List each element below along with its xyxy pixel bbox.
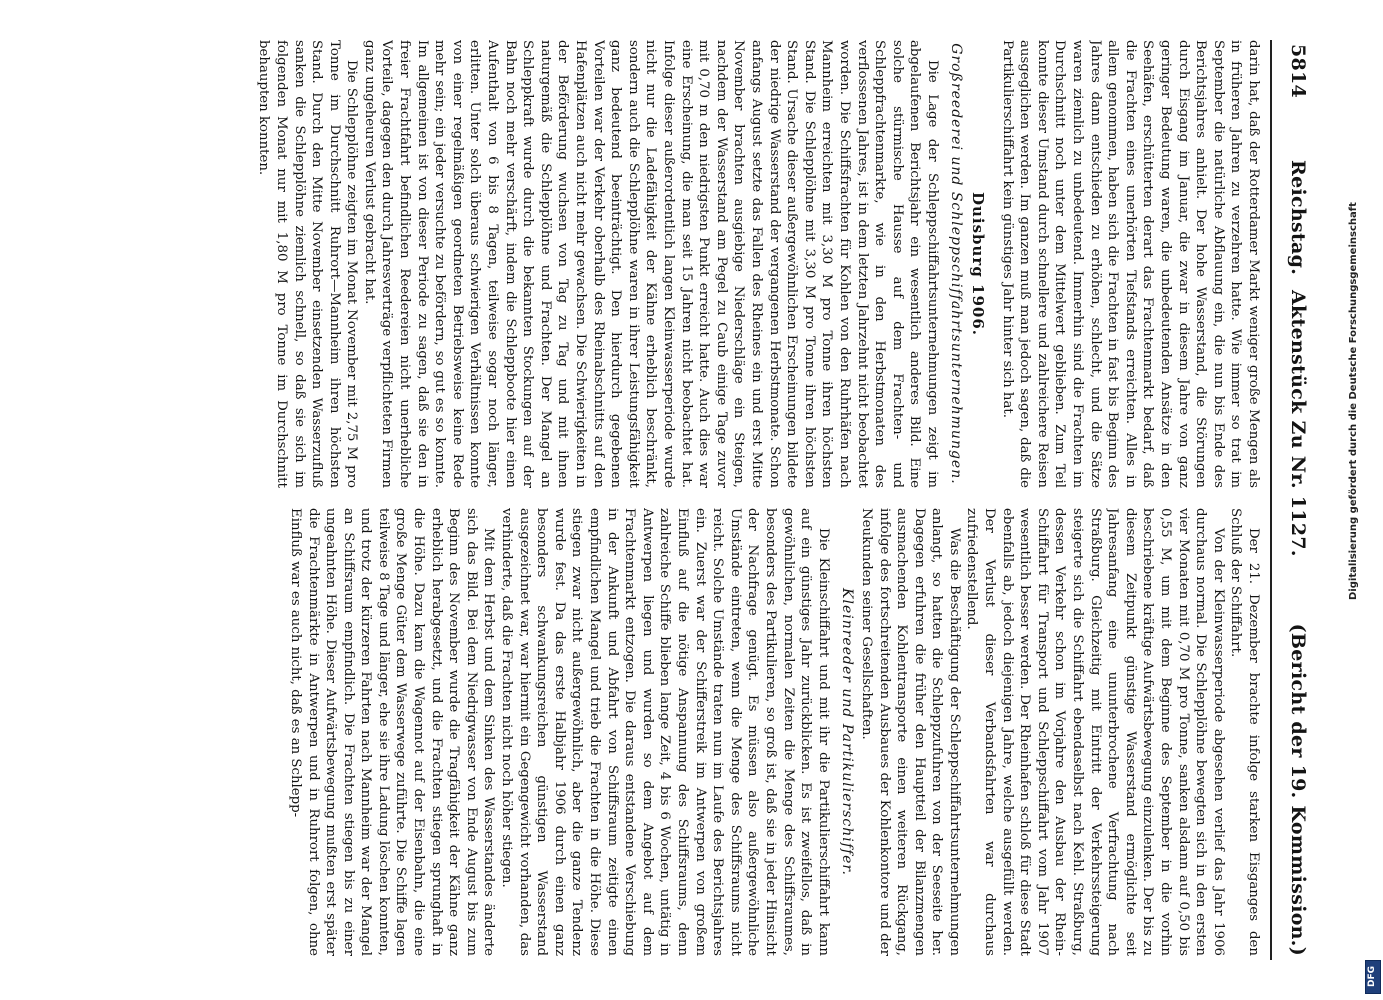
paragraph: Die Lage der Schleppschiffahrtsunternehmungen zeigt im abgelaufenen Berichtsjahr ein wesentlich anderes Bild. Eine solche stürmische Hausse auf dem Frachten- und Schleppfrachtenmarkte, wie in den Herbstmonaten des verflossenen Jahres, ist in dem letzten Jahrzehnt nicht beobachtet worden. Die Schiffsfrachten für Kohlen von den Ruhrhäfen nach Mannheim erreichten mit 3,30 M pro Tonne ihren höchsten Stand. Die Schlepplöhne mit 3,30 M pro Tonne ihren höchsten Stand. Ursache dieser außergewöhnlichen Erscheinungen bildete der niedrige Wasserstand der vergangenen Herbstmonate. Schon anfangs August setzte das Fallen des Rheines ein und erst Mitte November brachten ausgiebige Niederschläge ein Steigen, nachdem der Wasserstand am Pegel zu Caub einige Tage zuvor mit 0,70 m den niedrigsten Punkt erreicht hatte. Auch dies war eine Erscheinung, die man seit 15 Jahren nicht beobachtet hat. Infolge dieser außerordentlich langen Kleinwasserperiode wurde nicht nur die Ladefähigkeit der Kähne erheblich beschränkt, sondern auch die Schlepplöhne waren in ihrer Leistungsfähigkeit ganz bedeutend beeinträchtigt. Den hierdurch gegebenen Vorteilen war der Verkehr oberhalb des Rheinabschnitts auf den Hafenplätzen auch nicht mehr gewachsen. Die Schwierigkeiten in der Beförderung wuchsen von Tag zu Tag und mit ihnen naturgemäß die Schlepplöhne und Frachten. Der Mangel an Schleppkraft wurde durch die bekannten Stockungen auf der Bahn noch mehr verschärft, indem die Schleppboote hier einen Aufenthalt von 6 bis 8 Tagen, teilweise sogar noch länger, erlitten. Unter solch überaus schwierigen Verhältnissen konnte von einer regelmäßigen geordneten Betriebsweise keine Rede mehr sein; ein jeder versuchte zu befördern, so gut es so konnte. Im allgemeinen ist von dieser Periode zu sagen, daß sie den in freier Frachtfahrt befindlichen Reedereien nicht unerhebliche Vorteile, dagegen den durch Jahresverträge verpflichteten Firmen ganz ungeheuren Verlust gebracht hat. [361, 40, 940, 488]
paragraph: Die Schlepplöhne zeigten im Monat November mit 2,75 M pro Tonne im Durchschnitt Ruhrort—Mannheim ihren höchsten Stand. Durch den Mitte November einsetzenden Wasserzufluß sanken die Schlepplöhne ziemlich schnell, so daß sie sich im folgenden Monat nur mit 1,80 M pro Tonne im Durchschnitt behaupten konnten. [256, 40, 360, 488]
section-subtitle: Großreederei und Schleppschiffahrtsunternehmungen. [948, 43, 965, 485]
paragraph: Der 21. Dezember brachte infolge starken Eisganges den Schluß der Schiffahrt. [1228, 508, 1261, 956]
header-left-title: Reichstag. [1287, 160, 1309, 276]
dfg-logo-icon [1365, 960, 1381, 994]
dfg-logo-text: DFG [1367, 965, 1377, 987]
paragraph: Was die Beschäftigung der Schleppschiffahrtsunternehmungen anlangt, so hatten die Schleppzufuhren von der Seeseite her. Dagegen erfuhren die früher den Hauptteil der Bilanzmengen ausmachenden Kohlentransporte einen weiteren Rückgang, infolge des fortschreitenden Ausbaues der Kohlenkontore und der Neukunden seiner Gesellschaften. [858, 508, 962, 956]
page-header [1270, 40, 1308, 960]
document-page [0, 40, 1308, 960]
section-subtitle: Kleinreeder und Partikulierschiffer. [839, 588, 856, 876]
left-column [0, 40, 1262, 488]
header-right-title: (Bericht der 19. Kommission.) [1287, 623, 1309, 956]
right-column [0, 508, 1262, 956]
paragraph: Mit dem Herbst und dem Sinken des Wasserstandes änderte sich das Bild. Bei dem Niedrigwasser von Ende August bis zum Beginn des November wurde die Tragfähigkeit der Kähne ganz erheblich herabgesetzt, und die Frachten stiegen sprunghaft in die Höhe. Dazu kam die Wagennot auf der Eisenbahn, die eine große Menge Güter dem Wasserwege zuführte. Die Schiffe lagen teilweise 8 Tage und länger, ehe sie ihre Ladung löschen konnten, und trotz der kürzeren Fahrten nach Mannheim war der Mangel an Schiffsraum empfindlich. Die Frachten stiegen bis zu einer ungeahnten Höhe. Dieser Aufwärtsbewegung mußten erst später die Frachtenmärkte in Antwerpen und in Ruhrort folgen, ohne Einfluß war es auch nicht, daß es an Schlepp- [287, 508, 497, 956]
section-title: Duisburg 1906. [969, 191, 988, 337]
header-center-title: Aktenstück Zu Nr. 1127. [1287, 290, 1309, 557]
paragraph: Die Kleinschiffahrt und mit ihr die Partikulierschiffahrt kann auf ein günstiges Jahr zurückblicken. Es ist zweifellos, daß in gewöhnlichen, normalen Zeiten die Menge des Schiffsraumes, besonders des Partikulieren, so groß ist, daß sie in jeder Hinsicht der Nachfrage genügt. Es müssen also außergewöhnliche Umstände eintreten, wenn die Menge des Schiffsraums nicht reicht. Solche Umstände traten nun im Laufe des Berichtsjahres ein. Zuerst war der Schifferstreik im Antwerpen von großem Einfluß auf die nötige Anspannung des Schiffsraums, denn zahlreiche Schiffe blieben lange Zeit, 4 bis 6 Wochen, untätig in Antwerpen liegen und wurden so dem Angebot auf dem Frachtenmarkt entzogen. Die daraus entstandene Verschiebung in der Ankunft und Abfahrt von Schiffsraum zeitigte einen empfindlichen Mangel und trieb die Frachten in die Höhe. Diese stiegen zwar nicht außergewöhnlich, aber die ganze Tendenz wurde fest. Da das erste Halbjahr 1906 durch einen ganz besonders schwankungsreichen günstigen Wasserstand ausgezeichnet war, war hiermit ein Gegengewicht vorhanden, das verhinderte, daß die Frachten nicht noch höher stiegen. [499, 508, 831, 956]
paragraph: Von der Kleinwasserperiode abgesehen verlief das Jahr 1906 durchaus normal. Die Schlepplöhne bewegten sich in den ersten vier Monaten mit 0,70 M pro Tonne, sanken alsdann auf 0,50 bis 0,55 M, um mit dem Beginne des September in die vorhin beschriebene kräftige Aufwärtsbewegung einzulenken. Der bis zu diesem Zeitpunkt günstige Wasserstand ermöglichte seit Jahresanfang eine ununterbrochene Verfrachtung nach Straßburg. Gleichzeitig mit Eintritt der Verkehrssteigerung steigerte sich die Schiffahrt ebendaselbst nach Kehl. Straßburg, dessen Verkehr schon im Vorjahre den Ausbau der Rhein-Schiffahrt für Transport und Schleppschiffahrt vom Jahr 1907 wesentlich besser werden. Der Rheinhafen schloß für diese Stadt ebenfalls ab, jedoch diejenigen Jahre, welche ausgefüllt werden. Der Verlust dieser Verbandsfahrten war durchaus zufriedenstellend. [964, 508, 1226, 956]
paragraph: darin hat, daß der Rotterdamer Markt weniger große Mengen als in früheren Jahren zu verzehren hatte. Wie immer so trat im September die natürliche Abflauung ein, die nun bis Ende des Berichtsjahres anhielt. Der hohe Wasserstand, die Störungen durch Eisgang im Januar, die zwar in diesem Jahre von ganz geringer Bedeutung waren, die unbedeutenden Ansätze in den Seehäfen, erschütterten derart das Frachtenmarkt bedarf, daß die Frachten eines unerhörten Tiefstands erreichten. Alles in allem genommen, haben sich die Frachten in fast bis Beginn des Jahres dann entschieden zu erhöhen, schlecht, und die Sätze waren ziemlich zu unbedeutend. Immerhin sind die Frachten im Durchschnitt noch unter dem Mittelwert geblieben. Zum Teil konnte dieser Umstand durch schnellere und zahlreichere Reisen ausgeglichen werden. Im ganzen muß man jedoch sagen, daß die Partikulierschiffahrt kein günstiges Jahr hinter sich hat. [999, 40, 1261, 488]
page-number: 5814 [1287, 44, 1309, 99]
digitization-note: Digitalisierung gefördert durch die Deutsche Forschungsgemeinschaft [1348, 202, 1359, 600]
